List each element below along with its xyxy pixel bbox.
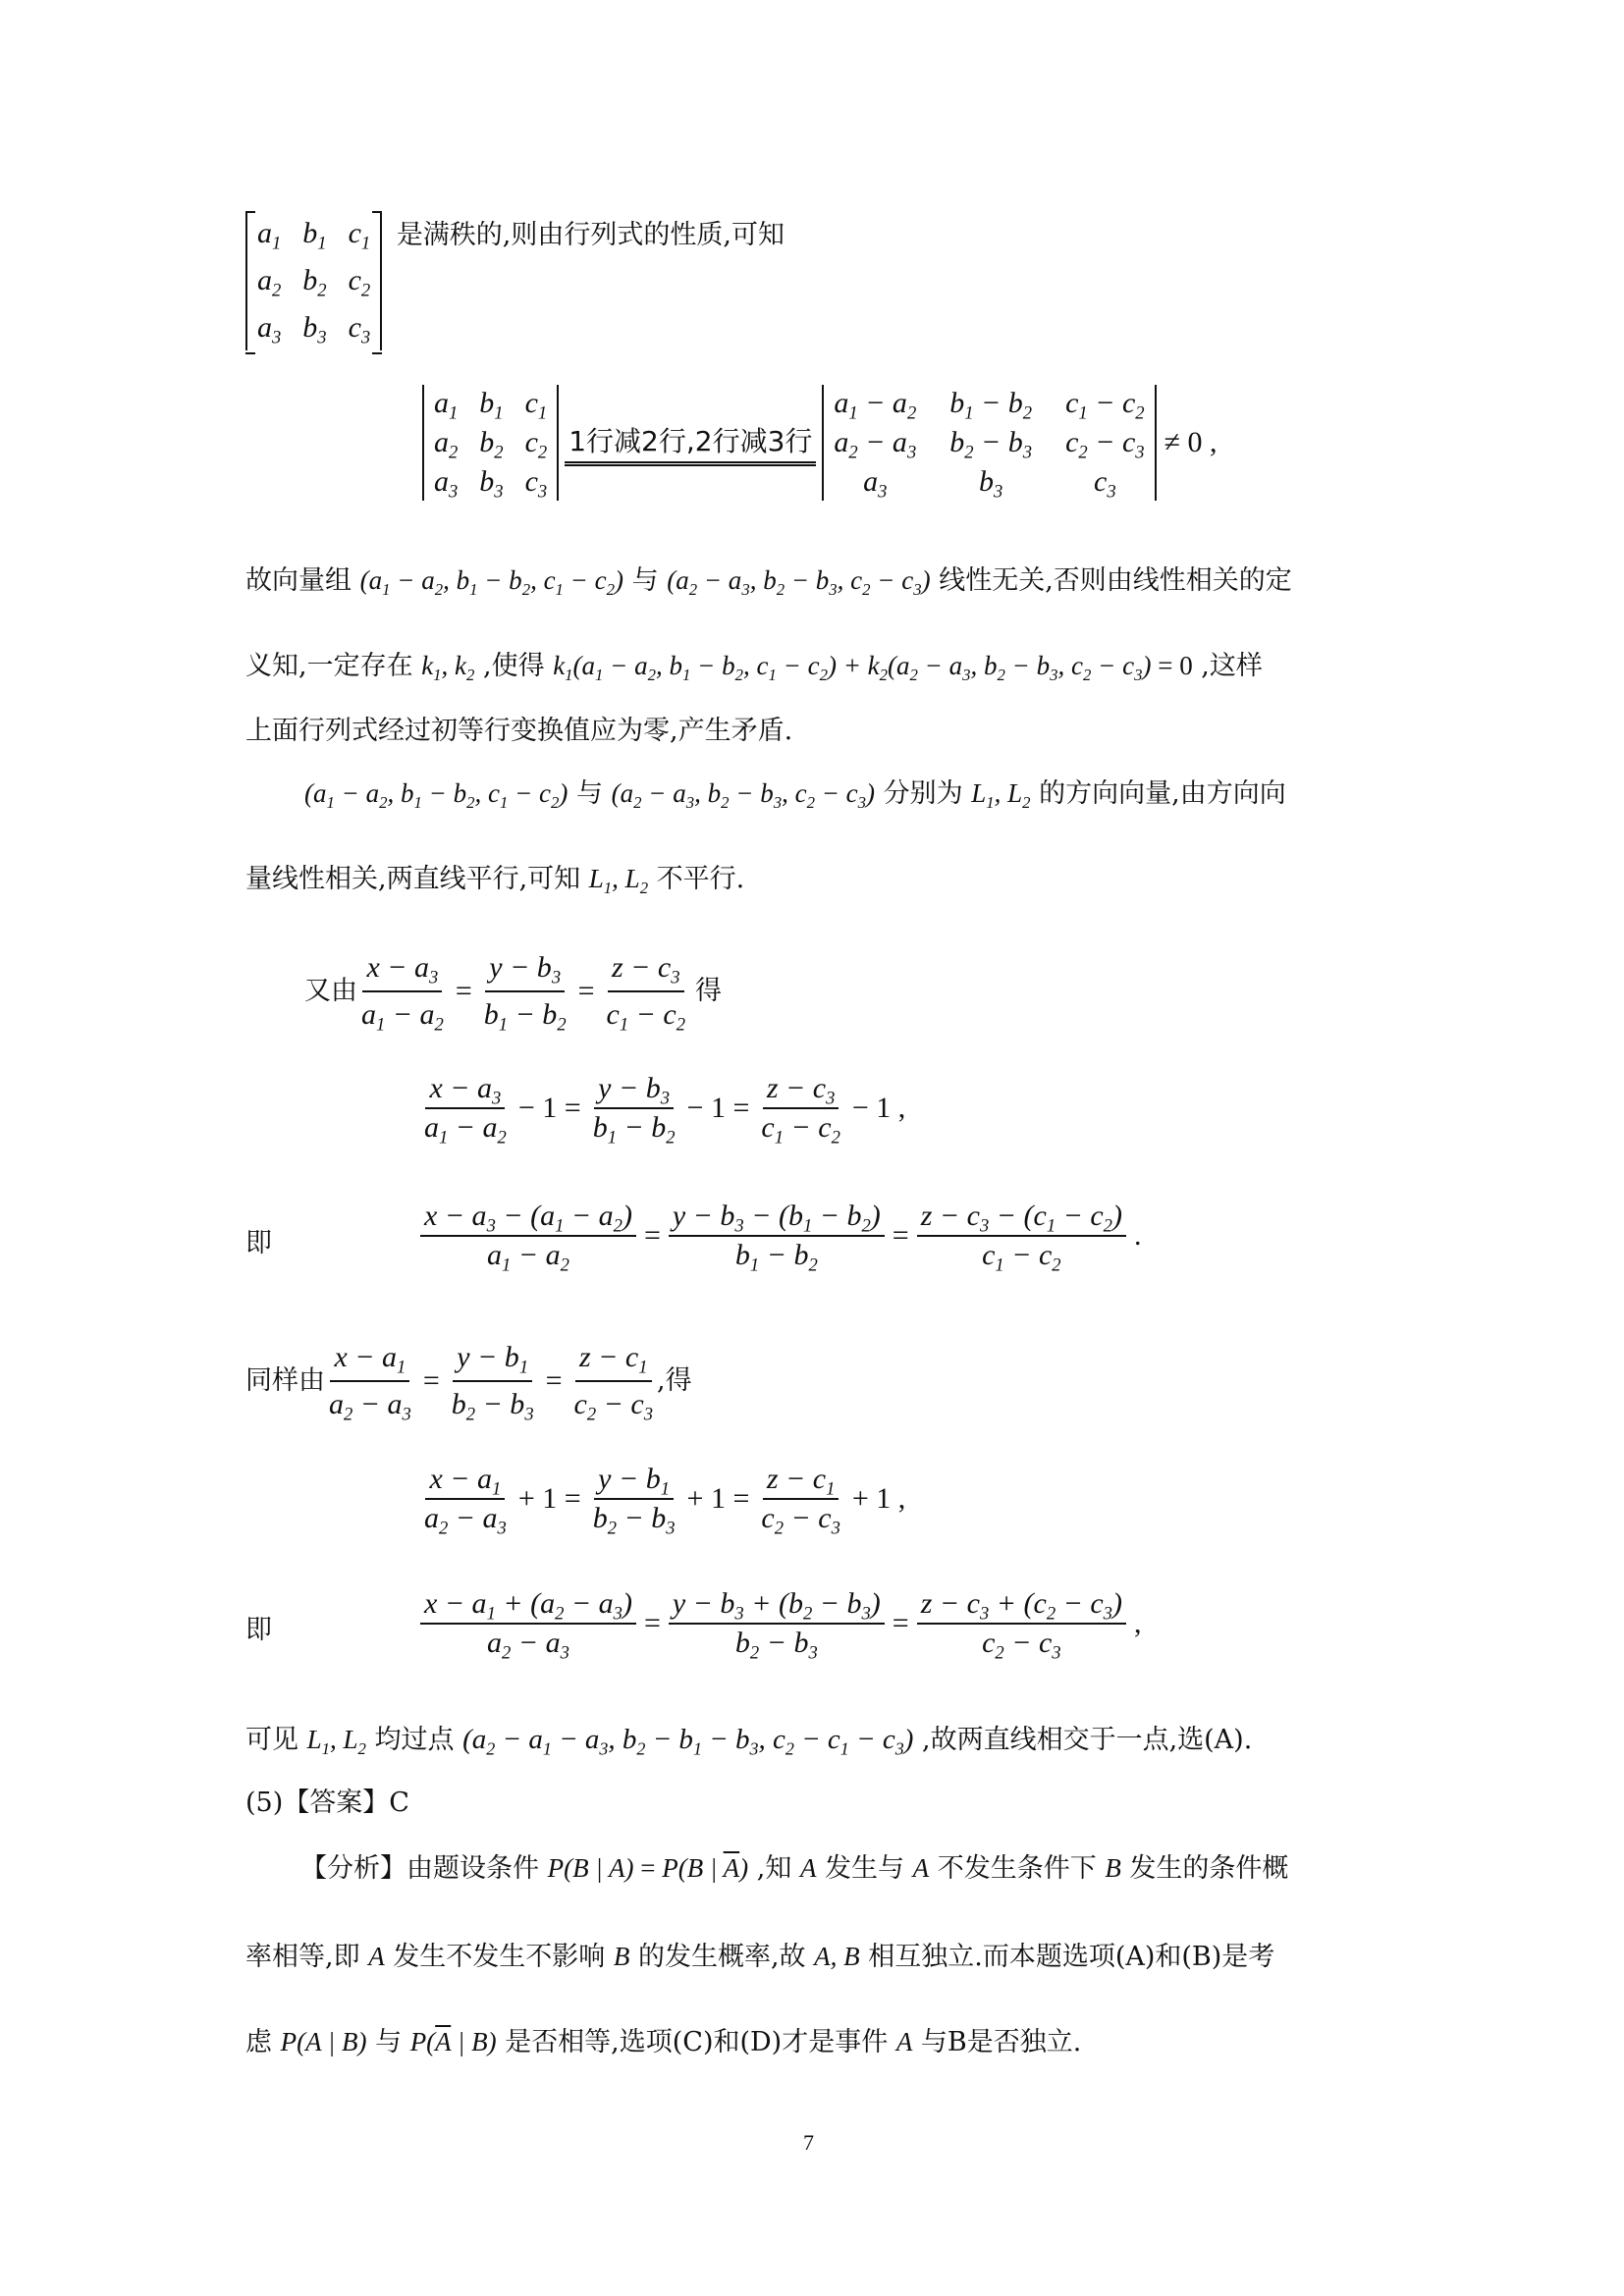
kejian-c: ,故两直线相交于一点,选(A).: [921, 1725, 1253, 1755]
vector-2: ($a_2 - a_3$, $b_2 - b_3$, $c_2 - c_3$): [667, 565, 931, 599]
page-number: 7: [803, 2130, 814, 2155]
frac-x-2: $\frac{x - a_3}{a_1 - a_2}$: [424, 1072, 507, 1148]
paragraph-not-parallel: [245, 861, 744, 898]
frac-z-3: $\frac{z - c_3 - (c_1 - c_2)}{c_1 - c_2}$: [917, 1200, 1126, 1272]
p4-text-b: 分别为: [883, 778, 963, 809]
event-a-4: A: [895, 2027, 913, 2056]
de2-label: ,得: [657, 1365, 692, 1397]
frac-z-6: $\frac{z - c_3 + (c_2 - c_3)}{c_2 - c_3}$: [917, 1587, 1126, 1660]
ji-label-1: 即: [245, 1228, 272, 1258]
an2c: 的发生概率,故: [637, 1942, 806, 1972]
frac-y-4: $\frac{y - b_1}{b_2 - b_3}$: [448, 1337, 538, 1425]
de-label: 得: [695, 976, 723, 1007]
neq-zero: ≠ 0 ,: [1164, 426, 1218, 458]
determinant-right: $a_1 - a_2$ $b_1 - b_2$ $c_1 - c_2$ $a_2 - a_3$ $b_2 - b_3$ $c_2 - c_3$ $a_3$ $b_3$ $c_3$: [822, 385, 1156, 501]
analysis-line-3: [245, 2024, 1081, 2061]
an3c: 是否相等,选项(C)和(D)才是事件: [505, 2027, 889, 2057]
equation-line-2: $\frac{x - a_3}{a_1 - a_2}$ − 1 = $\frac{y - b_3}{b_1 - b_2}$ − 1 = $\frac{z - c_3}{c_1 - c_2}$ − 1 ,: [420, 1072, 913, 1145]
analysis-line-1: [300, 1850, 1288, 1888]
p2-text-c: ,这样: [1201, 651, 1263, 681]
paragraph-intersection: [245, 1720, 1252, 1760]
an3a: 虑: [245, 2027, 272, 2057]
p4-text-c: 的方向向量,由方向向: [1039, 778, 1286, 809]
p5-text-b: 不平行.: [656, 864, 745, 894]
event-b-2: B: [613, 1942, 630, 1971]
paragraph-contradiction: 上面行列式经过初等行变换值应为零,产生矛盾.: [245, 716, 793, 746]
an1c: 发生与: [825, 1853, 905, 1884]
vector-1b: ($a_1 - a_2$, $b_1 - b_2$, $c_1 - c_2$): [304, 778, 568, 812]
frac-y-5: $\frac{y - b_1}{b_2 - b_3}$: [592, 1463, 676, 1539]
equation-line-1: 又由 $\frac{x - a_3}{a_1 - a_2}$ = $\frac{y - b_3}{b_1 - b_2}$ = $\frac{z - c_3}{c_1 - c_2}$ 得: [304, 947, 722, 1036]
equation-line-5: $\frac{x - a_1}{a_2 - a_3}$ + 1 = $\frac{y - b_1}{b_2 - b_3}$ + 1 = $\frac{z - c_1}{c_2 - c_3}$ + 1 ,: [420, 1463, 913, 1535]
paragraph-vectors: [245, 562, 1292, 600]
prob-not-a-given-b: $P(\overline{A}$ | B): [409, 2027, 497, 2056]
an2d: 相互独立.而本题选项(A)和(B)是考: [868, 1942, 1275, 1972]
frac-z-2: $\frac{z - c_3}{c_1 - c_2}$: [761, 1072, 840, 1148]
frac-z-1: $\frac{z - c_3}{c_1 - c_2}$: [603, 947, 689, 1036]
k1-k2: $k_1$, $k_2$: [421, 651, 475, 684]
p1-text-a: 故向量组: [245, 565, 352, 596]
frac-y-3: $\frac{y - b_3 - (b_1 - b_2)}{b_1 - b_2}$: [669, 1200, 885, 1272]
an2b: 发生不发生不影响: [393, 1942, 606, 1972]
analysis-line-2: [245, 1939, 1274, 1976]
determinant-equation: [422, 385, 1225, 501]
kejian-a: 可见: [245, 1725, 298, 1755]
an2a: 率相等,即: [245, 1942, 360, 1972]
frac-z-4: $\frac{z - c_1}{c_2 - c_3}$: [570, 1337, 657, 1425]
event-a-2: A: [912, 1853, 930, 1883]
prob-a-given-b: P(A | B): [280, 2027, 367, 2056]
an1a: 【分析】由题设条件: [300, 1853, 539, 1884]
frac-x-6: $\frac{x - a_1 + (a_2 - a_3)}{a_2 - a_3}$: [420, 1587, 636, 1660]
intersection-point: ($a_2 - a_1 - a_3$, $b_2 - b_1 - b_3$, $c_2 - c_1 - c_3$): [462, 1724, 914, 1759]
p2-text-b: ,使得: [483, 651, 545, 681]
coefficient-matrix: $a_1$ $b_1$ $c_1$ $a_2$ $b_2$ $c_2$ $a_3$ $b_3$ $c_3$: [245, 211, 382, 350]
prob-eq: P(B | A) = P(B | $\overline{A}$): [547, 1853, 749, 1883]
ji-label-2: 即: [245, 1615, 272, 1645]
tongyang-label: 同样由: [245, 1365, 325, 1397]
paragraph-direction: [304, 775, 1286, 813]
full-rank-text: 是满秩的,则由行列式的性质,可知: [396, 219, 785, 250]
frac-x-5: $\frac{x - a_1}{a_2 - a_3}$: [424, 1463, 507, 1539]
vector-2b: ($a_2 - a_3$, $b_2 - b_3$, $c_2 - c_3$): [611, 778, 876, 812]
equation-line-6: $\frac{x - a_1 + (a_2 - a_3)}{a_2 - a_3}$ = $\frac{y - b_3 + (b_2 - b_3)}{b_2 - b_3}$ = $\frac{z - c_3 + (c_2 - c_3)}{c_2 - c_3}$ ,: [420, 1587, 1149, 1660]
event-b-1: B: [1105, 1853, 1121, 1883]
lines-l1-l2b: $L_1$, $L_2$: [588, 864, 649, 897]
p4-text-a: 与: [576, 778, 604, 809]
vector-1: ($a_1 - a_2$, $b_1 - b_2$, $c_1 - c_2$): [359, 565, 624, 599]
row-operation-label: 1行减2行,2行减3行: [565, 420, 816, 466]
linear-combination: $k_1(a_1 - a_2$, $b_1 - b_2$, $c_1 - c_2) + k_2(a_2 - a_3$, $b_2 - b_3$, $c_2 - c_3) = 0$: [553, 651, 1193, 684]
lines-l1-l2: $L_1$, $L_2$: [971, 778, 1031, 812]
kejian-b: 均过点: [374, 1725, 455, 1755]
paragraph-definition: [245, 648, 1263, 685]
lines-l1-l2c: $L_1$, $L_2$: [306, 1725, 366, 1758]
frac-x-4: $\frac{x - a_1}{a_2 - a_3}$: [325, 1337, 415, 1425]
an1b: ,知: [756, 1853, 792, 1884]
frac-x-1: $\frac{x - a_3}{a_1 - a_2}$: [357, 947, 448, 1036]
equation-line-3: $\frac{x - a_3 - (a_1 - a_2)}{a_1 - a_2}$ = $\frac{y - b_3 - (b_1 - b_2)}{b_1 - b_2}$ = $\frac{z - c_3 - (c_1 - c_2)}{c_1 - c_2}$ .: [420, 1200, 1149, 1272]
youyou-label: 又由: [304, 976, 357, 1007]
p2-text-a: 义知,一定存在: [245, 651, 413, 681]
p1-text-b: 与: [631, 565, 659, 596]
frac-x-3: $\frac{x - a_3 - (a_1 - a_2)}{a_1 - a_2}$: [420, 1200, 636, 1272]
frac-y-6: $\frac{y - b_3 + (b_2 - b_3)}{b_2 - b_3}$: [669, 1587, 885, 1660]
matrix-line: [245, 211, 785, 350]
p1-text-c: 线性无关,否则由线性相关的定: [939, 565, 1292, 596]
an1d: 不发生条件下: [937, 1853, 1097, 1884]
determinant-left: $a_1$ $b_1$ $c_1$ $a_2$ $b_2$ $c_2$ $a_3$ $b_3$ $c_3$: [422, 385, 559, 501]
an3b: 与: [375, 2027, 403, 2057]
frac-y-2: $\frac{y - b_3}{b_1 - b_2}$: [592, 1072, 676, 1148]
event-a-3: A: [368, 1942, 385, 1971]
event-a-1: A: [799, 1853, 817, 1883]
events-a-b: A, B: [814, 1942, 860, 1971]
an3d: 与B是否独立.: [920, 2027, 1082, 2057]
p5-text-a: 量线性相关,两直线平行,可知: [245, 864, 581, 894]
frac-z-5: $\frac{z - c_1}{c_2 - c_3}$: [761, 1463, 840, 1539]
an1e: 发生的条件概: [1129, 1853, 1289, 1884]
equation-line-4: 同样由 $\frac{x - a_1}{a_2 - a_3}$ = $\frac{y - b_1}{b_2 - b_3}$ = $\frac{z - c_1}{c_2 - c_3}$ ,得: [245, 1337, 692, 1425]
frac-y-1: $\frac{y - b_3}{b_1 - b_2}$: [480, 947, 570, 1036]
answer-heading: (5)【答案】C: [245, 1788, 409, 1818]
